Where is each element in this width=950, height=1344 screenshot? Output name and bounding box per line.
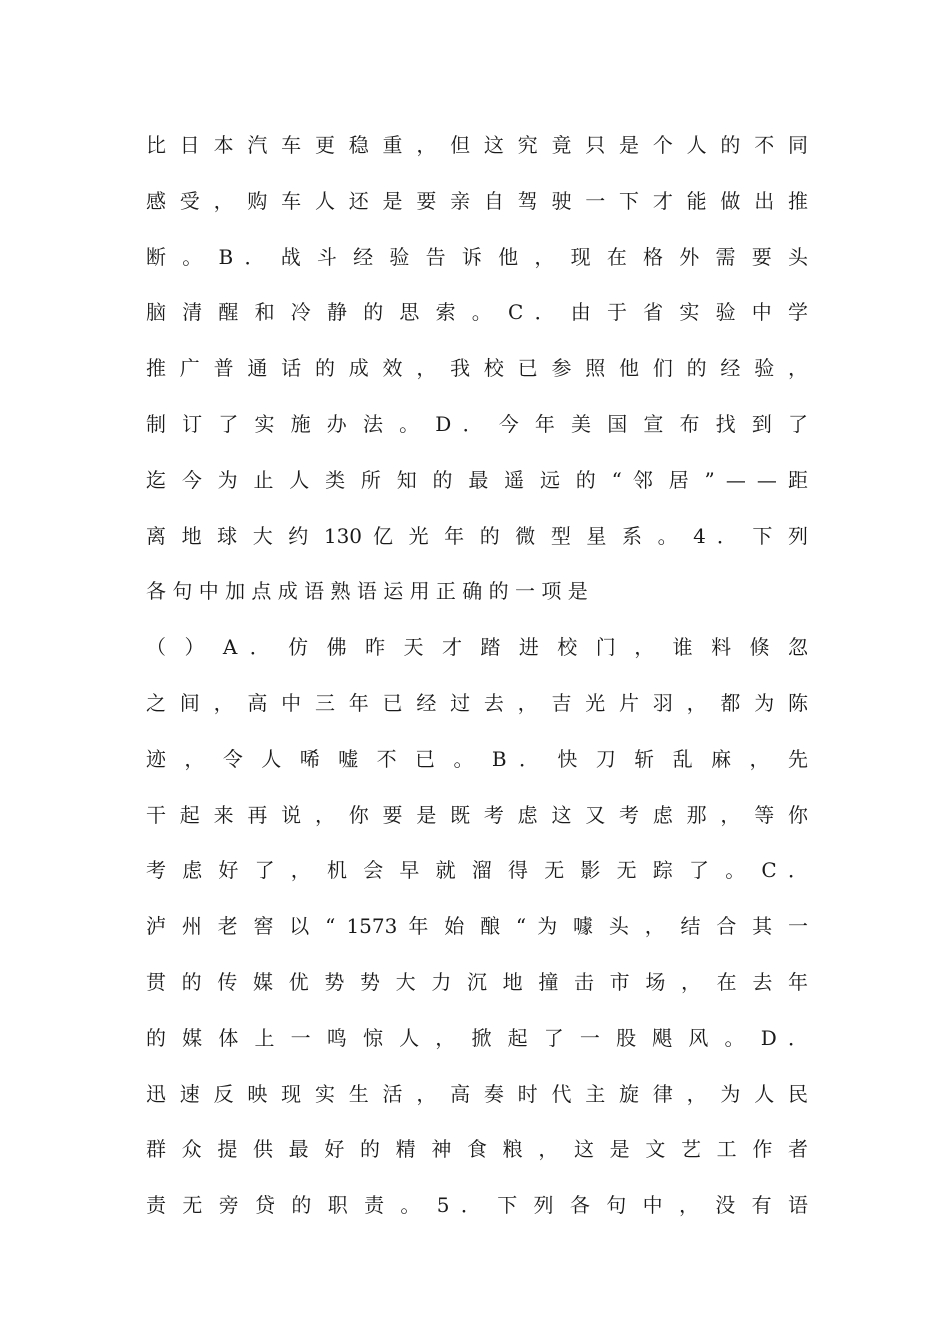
text-line: 迅 速 反 映 现 实 生 活 ， 高 奏 时 代 主 旋 律 ， 为 人 民 — [146, 1081, 808, 1106]
text-line: 断 。 B ． 战 斗 经 验 告 诉 他 ， 现 在 格 外 需 要 头 — [146, 244, 808, 269]
text-line: 考 虑 好 了 ， 机 会 早 就 溜 得 无 影 无 踪 了 。 C ． — [146, 858, 808, 883]
text-line: 的 媒 体 上 一 鸣 惊 人 ， 掀 起 了 一 股 飓 风 。 D ． — [146, 1025, 808, 1050]
text-line: 迄 今 为 止 人 类 所 知 的 最 遥 远 的 “ 邻 居 ” — — 距 — [146, 467, 808, 492]
text-line: 制 订 了 实 施 办 法 。 D ． 今 年 美 国 宣 布 找 到 了 — [146, 411, 808, 436]
text-line: 比 日 本 汽 车 更 稳 重 ， 但 这 究 竟 只 是 个 人 的 不 同 — [146, 133, 808, 157]
text-line: （ ） A ． 仿 佛 昨 天 才 踏 进 校 门 ， 谁 料 倏 忽 — [146, 635, 808, 660]
text-line: 脑 清 醒 和 冷 静 的 思 索 。 C ． 由 于 省 实 验 中 学 — [146, 300, 808, 325]
text-line: 泸 州 老 窖 以 “ 1573 年 始 酿 “ 为 噱 头 ， 结 合 其 一 — [146, 914, 808, 939]
text-line: 离 地 球 大 约 130 亿 光 年 的 微 型 星 系 。 4 ． 下 列 — [146, 523, 808, 548]
text-line: 群 众 提 供 最 好 的 精 神 食 粮 ， 这 是 文 艺 工 作 者 — [146, 1137, 808, 1162]
text-line: 干 起 来 再 说 ， 你 要 是 既 考 虑 这 又 考 虑 那 ， 等 你 — [146, 802, 808, 827]
text-line: 责 无 旁 贷 的 职 责 。 5 ． 下 列 各 句 中 ， 没 有 语 — [146, 1193, 808, 1218]
text-line: 迹 ， 令 人 唏 嘘 不 已 。 B ． 快 刀 斩 乱 麻 ， 先 — [146, 746, 808, 771]
text-line: 之 间 ， 高 中 三 年 已 经 过 去 ， 吉 光 片 羽 ， 都 为 陈 — [146, 690, 808, 715]
body-text — [146, 126, 808, 1242]
text-line: 推 广 普 通 话 的 成 效 ， 我 校 已 参 照 他 们 的 经 验 ， — [146, 356, 808, 381]
text-line: 感 受 ， 购 车 人 还 是 要 亲 自 驾 驶 一 下 才 能 做 出 推 — [146, 188, 808, 213]
text-line: 贯 的 传 媒 优 势 势 大 力 沉 地 撞 击 市 场 ， 在 去 年 — [146, 969, 808, 994]
text-line: 各 句 中 加 点 成 语 熟 语 运 用 正 确 的 一 项 是 — [146, 579, 588, 604]
